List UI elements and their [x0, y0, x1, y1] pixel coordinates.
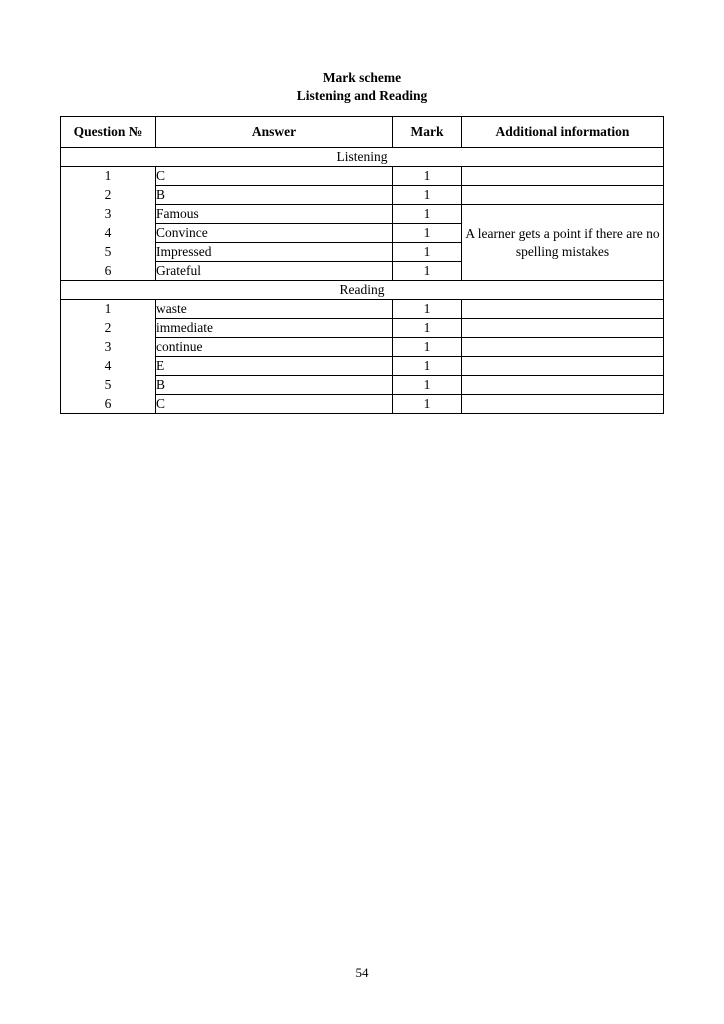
mark-cell: 1	[393, 376, 462, 395]
mark-cell: 1	[393, 357, 462, 376]
answer-cell: B	[156, 376, 393, 395]
question-number: 6	[61, 395, 156, 414]
mark-cell: 1	[393, 186, 462, 205]
table-row	[61, 357, 664, 376]
header-row	[61, 117, 664, 148]
table-row	[61, 395, 664, 414]
info-cell	[462, 338, 664, 357]
table-row	[61, 319, 664, 338]
mark-cell: 1	[393, 338, 462, 357]
question-number: 5	[61, 376, 156, 395]
answer-cell: C	[156, 167, 393, 186]
info-cell	[462, 376, 664, 395]
document-title	[0, 69, 724, 105]
mark-cell: 1	[393, 167, 462, 186]
section-row-listening	[61, 148, 664, 167]
table-row	[61, 186, 664, 205]
mark-cell: 1	[393, 300, 462, 319]
section-row-reading	[61, 281, 664, 300]
section-title-listening: Listening	[61, 148, 664, 167]
answer-cell: C	[156, 395, 393, 414]
question-number: 5	[61, 243, 156, 262]
question-number: 2	[61, 319, 156, 338]
header-question: Question №	[61, 117, 156, 148]
spelling-note-cell: A learner gets a point if there are no spelling mistakes	[462, 205, 664, 281]
question-number: 1	[61, 300, 156, 319]
answer-cell: waste	[156, 300, 393, 319]
question-number: 6	[61, 262, 156, 281]
header-mark: Mark	[393, 117, 462, 148]
answer-cell: Convince	[156, 224, 393, 243]
section-title-reading: Reading	[61, 281, 664, 300]
mark-cell: 1	[393, 243, 462, 262]
answer-cell: immediate	[156, 319, 393, 338]
header-answer: Answer	[156, 117, 393, 148]
answer-cell: Impressed	[156, 243, 393, 262]
info-cell	[462, 319, 664, 338]
mark-scheme-table	[60, 116, 664, 414]
answer-cell: Famous	[156, 205, 393, 224]
mark-cell: 1	[393, 319, 462, 338]
title-line-mark-scheme: Mark scheme	[322, 70, 402, 85]
question-number: 4	[61, 357, 156, 376]
answer-cell: Grateful	[156, 262, 393, 281]
table-row	[61, 376, 664, 395]
mark-cell: 1	[393, 205, 462, 224]
question-number: 4	[61, 224, 156, 243]
table-row	[61, 205, 664, 224]
question-number: 3	[61, 205, 156, 224]
info-cell	[462, 357, 664, 376]
mark-cell: 1	[393, 395, 462, 414]
answer-cell: B	[156, 186, 393, 205]
question-number: 1	[61, 167, 156, 186]
title-line-listening-reading: Listening and Reading	[296, 88, 428, 103]
header-additional-information: Additional information	[462, 117, 664, 148]
table-row	[61, 300, 664, 319]
table-row	[61, 167, 664, 186]
info-cell	[462, 186, 664, 205]
info-cell	[462, 395, 664, 414]
mark-cell: 1	[393, 262, 462, 281]
answer-cell: continue	[156, 338, 393, 357]
question-number: 2	[61, 186, 156, 205]
answer-cell: E	[156, 357, 393, 376]
question-number: 3	[61, 338, 156, 357]
info-cell	[462, 167, 664, 186]
page-number: 54	[355, 965, 369, 980]
table-row	[61, 338, 664, 357]
info-cell	[462, 300, 664, 319]
mark-cell: 1	[393, 224, 462, 243]
